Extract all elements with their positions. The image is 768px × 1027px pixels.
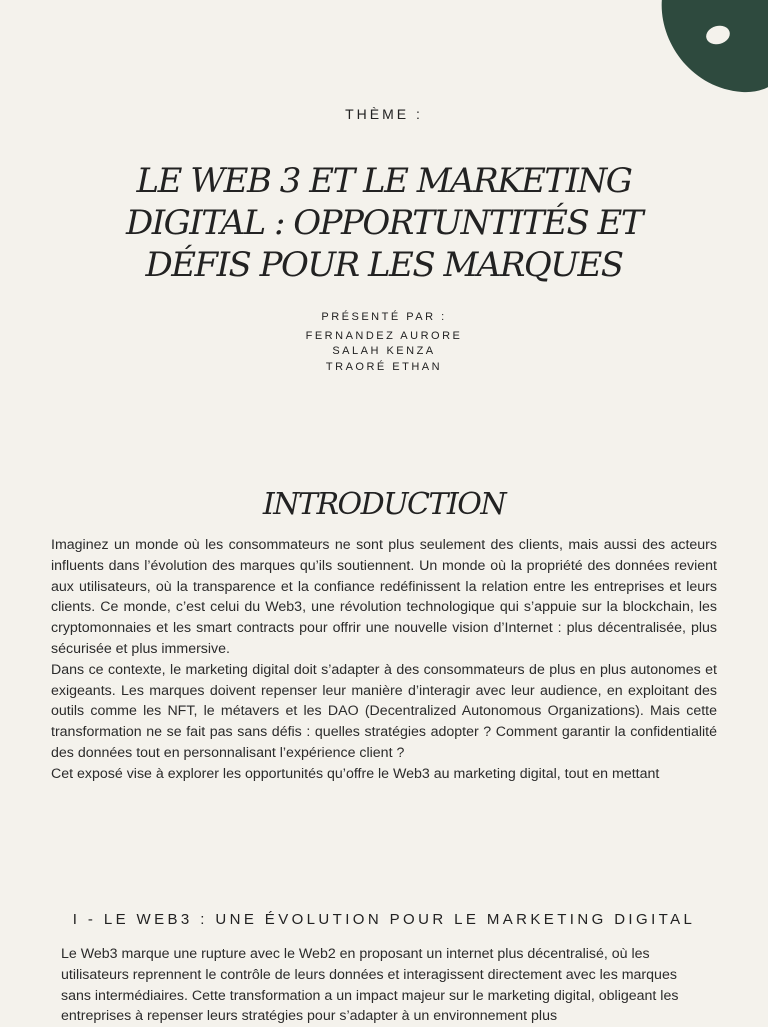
presenter-name: TRAORÉ ETHAN (325, 360, 443, 373)
presenter-name: FERNANDEZ AURORE (305, 329, 463, 342)
decorative-blob (650, 0, 768, 98)
intro-paragraph: Cet exposé vise à explorer les opportunités qu’offre le Web3 au marketing digital, tout en mettant (51, 765, 660, 782)
intro-paragraph: Imaginez un monde où les consommateurs ne sont plus seulement des clients, mais aussi des acteurs influents dans l’évolution des marques qu’ils soutiennent. Un monde où la propriété des données revient aux utilisateurs, où la transparence et la confiance redéfinissent la relation entre les entreprises et leurs clients. Ce monde, c’est celui du Web3, une révolution technologique qui s’appuie sur la blockchain, les cryptomonnaies et les smart contracts pour offrir une nouvelle vision d’Internet : plus décentralisée, plus sécurisée et plus immersive. (51, 537, 717, 657)
presenters-block (0, 310, 768, 375)
section-1-body (61, 944, 701, 1027)
introduction-body (51, 535, 717, 785)
intro-paragraph: Dans ce contexte, le marketing digital doit s’adapter à des consommateurs de plus en plus autonomes et exigeants. Les marques doivent repenser leur manière d’interagir avec leur audience, en exploitant des outils comme les NFT, le métavers et les DAO (Decentralized Autonomous Organizations). Mais cette transformation ne se fait pas sans défis : quelles stratégies adopter ? Comment garantir la confidentialité des données tout en personnalisant l’expérience client ? (51, 661, 717, 761)
document-title: LE WEB 3 ET LE MARKETING DIGITAL : OPPORTUNTITÉS ET DÉFIS POUR LES MARQUES (125, 161, 643, 285)
theme-label: THÈME : (345, 106, 423, 122)
green-blob-shape (662, 0, 768, 92)
section-1-paragraph: Le Web3 marque une rupture avec le Web2 en proposant un internet plus décentralisé, où les utilisateurs reprennent le contrôle de leurs données et interagissent directement avec les marques sans intermédiaires. Cette transformation a un impact majeur sur le marketing digital, obligeant les entreprises à repenser leurs stratégies pour s’adapter à un environnement plus (61, 946, 679, 1025)
presented-by-label: PRÉSENTÉ PAR : (321, 311, 447, 323)
section-1-heading: I - LE WEB3 : UNE ÉVOLUTION POUR LE MARKETING DIGITAL (72, 911, 696, 928)
introduction-heading: INTRODUCTION (262, 487, 506, 522)
presenter-name: SALAH KENZA (332, 345, 436, 357)
